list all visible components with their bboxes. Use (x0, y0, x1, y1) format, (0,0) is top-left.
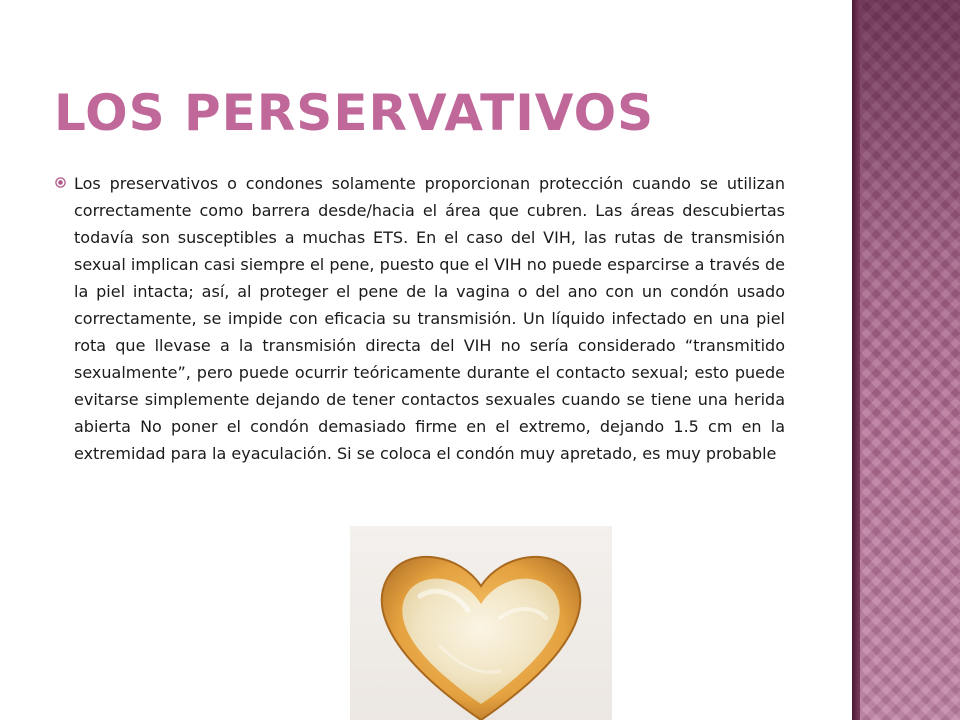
slide-title: LOS PERSERVATIVOS (54, 84, 655, 142)
circle-dot-bullet-icon (55, 177, 66, 188)
bullet-text: Los preservativos o condones solamente proporcionan protección cuando se utilizan correctamente como barrera desde/hacia el área que cubren. Las áreas descubiertas todavía son susceptibles a muchas ETS. En el caso del VIH, las rutas de transmisión sexual implican casi siempre el pene, puesto que el VIH no puede esparcirse a través de la piel intacta; así, al proteger el pene de la vagina o del ano con un condón usado correctamente, se impide con eficacia su transmisión. Un líquido infectado en una piel rota que llevase a la transmisión directa del VIH no sería considerado “transmitido sexualmente”, pero puede ocurrir teóricamente durante el contacto sexual; esto puede evitarse simplemente dejando de tener contactos sexuales cuando se tiene una herida abierta No poner el condón demasiado firme en el extremo, dejando 1.5 cm en la extremidad para la eyaculación. Si se coloca el condón muy apretado, es muy probable (74, 174, 785, 463)
decorative-side-band (852, 0, 960, 720)
heart-shape-icon (350, 526, 612, 720)
bullet-item (55, 170, 785, 467)
heart-condom-image (350, 526, 612, 720)
